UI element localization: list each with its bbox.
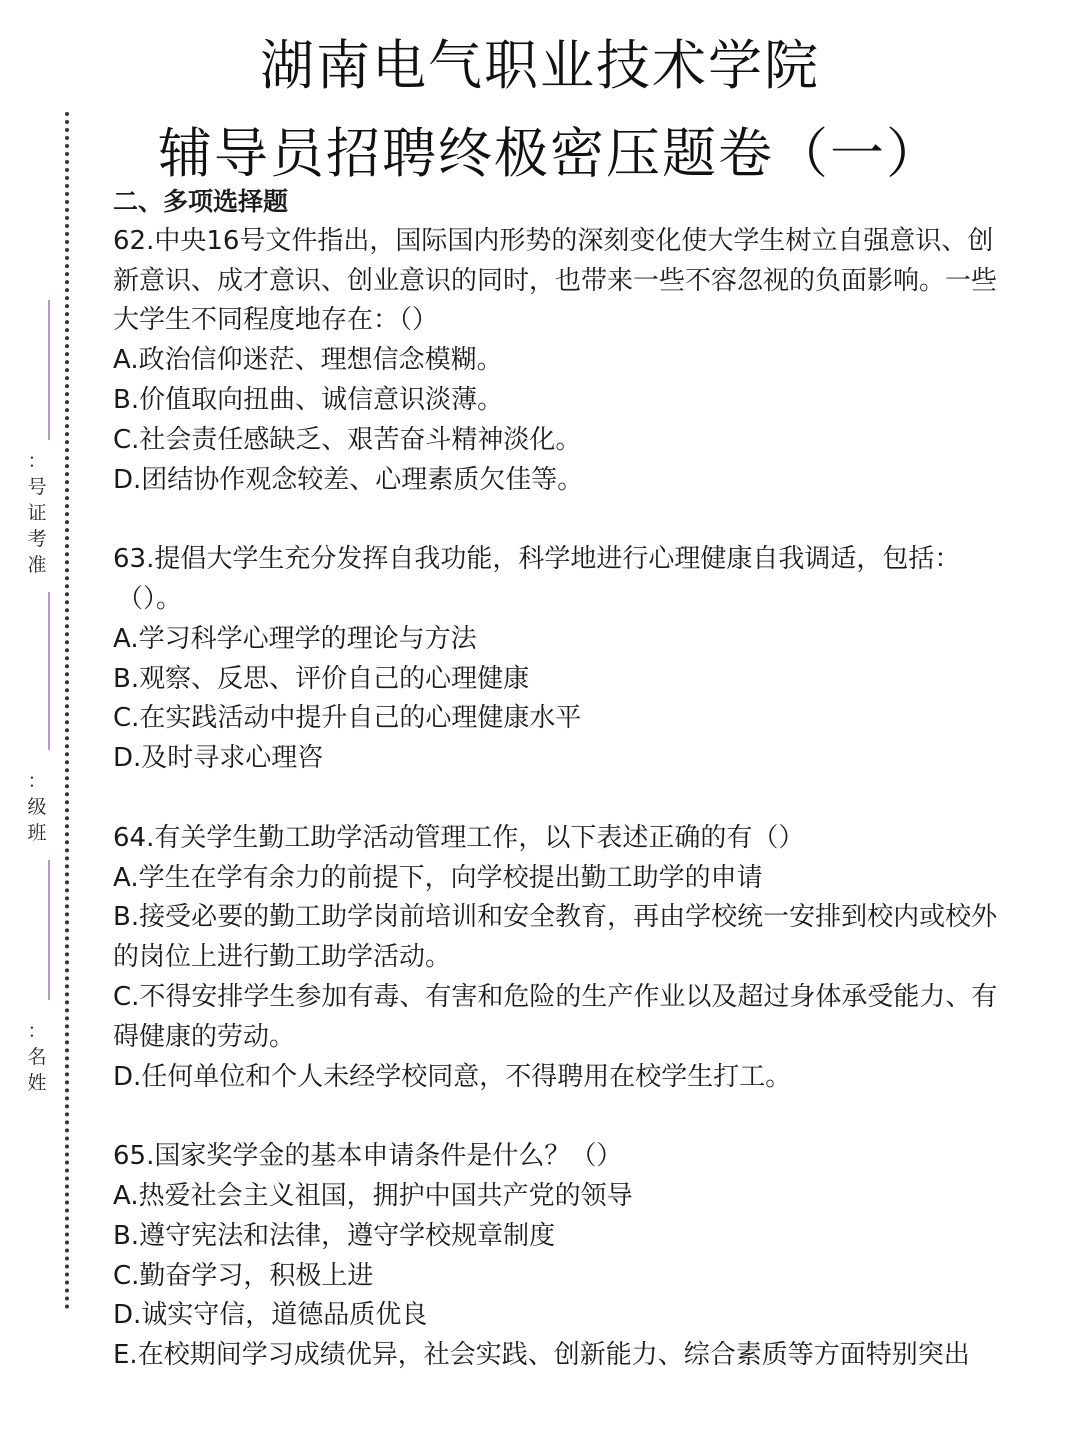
question-stem-line: 新意识、成才意识、创业意识的同时，也带来一些不容忽视的负面影响。一些 — [113, 265, 998, 296]
option-b-continued: 的岗位上进行勤工助学活动。 — [113, 942, 452, 973]
option-b: B.价值取向扭曲、诚信意识淡薄。 — [113, 384, 504, 415]
option-c: C.在实践活动中提升自己的心理健康水平 — [113, 703, 582, 734]
option-a: A.政治信仰迷茫、理想信念模糊。 — [113, 345, 503, 376]
question-content — [113, 182, 1043, 1376]
label-char: 考 — [27, 528, 47, 550]
title-line-1: 湖南电气职业技术学院 — [260, 34, 820, 97]
label-char: 号 — [27, 476, 47, 498]
option-a: A.学生在学有余力的前提下，向学校提出勤工助学的申请 — [113, 862, 763, 893]
label-char: ： — [27, 770, 47, 792]
question-63 — [113, 540, 1043, 779]
page-title — [0, 22, 1080, 198]
spacer — [113, 1097, 1043, 1137]
option-d: D.诚实守信，道德品质优良 — [113, 1300, 428, 1331]
label-char: ： — [27, 450, 47, 472]
class-label — [24, 768, 50, 846]
option-a: A.学习科学心理学的理论与方法 — [113, 623, 477, 654]
question-64 — [113, 819, 1043, 1098]
label-char: 证 — [27, 502, 47, 524]
label-char: 名 — [27, 1046, 47, 1068]
label-char: 姓 — [27, 1072, 47, 1094]
label-char: 班 — [27, 822, 47, 844]
question-stem-line: 63.提倡大学生充分发挥自我功能，科学地进行心理健康自我调适，包括： — [113, 544, 961, 575]
option-e: E.在校期间学习成绩优异，社会实践、创新能力、综合素质等方面特别突出 — [113, 1340, 970, 1371]
class-fill-line — [48, 592, 50, 750]
option-c: C.社会责任感缺乏、艰苦奋斗精神淡化。 — [113, 424, 582, 455]
option-a: A.热爱社会主义祖国，拥护中国共产党的领导 — [113, 1180, 633, 1211]
option-d: D.任何单位和个人未经学校同意，不得聘用在校学生打工。 — [113, 1061, 792, 1092]
option-b: B.观察、反思、评价自己的心理健康 — [113, 663, 530, 694]
question-stem-line: （）。 — [117, 583, 183, 614]
option-b: B.接受必要的勤工助学岗前培训和安全教育，再由学校统一安排到校内或校外 — [113, 902, 998, 933]
title-line-2: 辅导员招聘终极密压题卷（一） — [158, 122, 942, 185]
option-d: D.团结协作观念较差、心理素质欠佳等。 — [113, 464, 584, 495]
label-char: 级 — [27, 796, 47, 818]
label-char: ： — [27, 1020, 47, 1042]
question-62 — [113, 222, 1043, 501]
question-stem-line: 64.有关学生勤工助学活动管理工作，以下表述正确的有（） — [113, 822, 805, 853]
name-fill-line — [48, 860, 50, 1000]
question-stem-line: 大学生不同程度地存在：（） — [113, 305, 439, 336]
option-b: B.遵守宪法和法律，遵守学校规章制度 — [113, 1220, 556, 1251]
section-heading: 二、多项选择题 — [113, 187, 289, 216]
option-d: D.及时寻求心理咨 — [113, 743, 324, 774]
binding-dotted-line — [65, 112, 69, 1310]
option-c: C.不得安排学生参加有毒、有害和危险的生产作业以及超过身体承受能力、有 — [113, 981, 998, 1012]
question-stem-line: 65.国家奖学金的基本申请条件是什么？（） — [113, 1141, 623, 1172]
exam-id-label — [24, 448, 50, 578]
exam-id-fill-line — [48, 300, 50, 440]
name-label — [24, 1018, 50, 1096]
question-stem-line: 62.中央16号文件指出，国际国内形势的深刻变化使大学生树立自强意识、创 — [113, 225, 994, 256]
spacer — [113, 779, 1043, 819]
option-c-continued: 碍健康的劳动。 — [113, 1021, 296, 1052]
label-char: 准 — [27, 554, 47, 576]
spacer — [113, 500, 1043, 540]
question-65 — [113, 1137, 1043, 1376]
option-c: C.勤奋学习，积极上进 — [113, 1260, 374, 1291]
